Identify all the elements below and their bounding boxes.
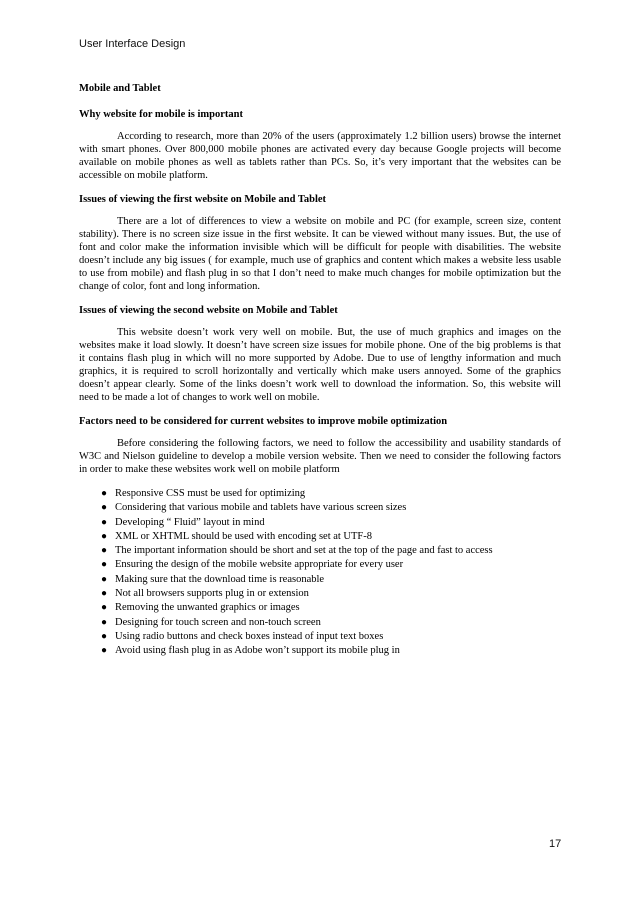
section-factors xyxy=(79,415,561,659)
bullet-icon: ● xyxy=(101,573,108,585)
list-item-text: Not all browsers supports plug in or extension xyxy=(115,588,309,600)
list-item xyxy=(101,530,561,544)
section-paragraph: There are a lot of differences to view a website on mobile and PC (for example, screen size, content stability). There is no screen size issue in the first website. It can be viewed without many issues. But, the use of font and color make the information invisible which will be difficult for people with disabilities. The website doesn’t include any big issues ( for example, much use of graphics and content which makes a website less usable to use from mobile) and flash plug in so that I don’t need to make much changes for mobile optimization but the change of color, font and long information. xyxy=(79,216,561,292)
list-item xyxy=(101,544,561,558)
section-paragraph: According to research, more than 20% of the users (approximately 1.2 billion users) browse the internet with smart phones. Over 800,000 mobile phones are activated every day because Google projects will become available on mobile phones as well as tablets rather than PCs. So, it’s very important that the websites can be accessible on mobile platform. xyxy=(79,131,561,181)
section-why-mobile xyxy=(79,108,561,182)
page-number: 17 xyxy=(549,838,562,850)
bullet-icon: ● xyxy=(101,488,108,499)
list-item xyxy=(101,558,561,572)
list-item-text: Responsive CSS must be used for optimizing xyxy=(115,488,306,499)
section-heading: Issues of viewing the first website on Mobile and Tablet xyxy=(79,194,327,205)
section-heading: Why website for mobile is important xyxy=(79,109,244,120)
bullet-icon: ● xyxy=(101,559,108,571)
section-paragraph: This website doesn’t work very well on mobile. But, the use of much graphics and images on the websites make it load slowly. It doesn’t have screen size issues for mobile phone. One of the big problems is that it contains flash plug in which will no more supported by Adobe. Due to use of lengthy information and much graphics, it is required to scroll horizontally and vertically which make users annoyed. Some of the graphics doesn’t appear clearly. Some of the links doesn’t work well to download the information. So, this website will need to be made a lot of changes to work well on mobile. xyxy=(79,327,561,403)
list-item-text: Using radio buttons and check boxes instead of input text boxes xyxy=(115,630,384,642)
list-item xyxy=(101,487,561,501)
section-paragraph: Before considering the following factors, we need to follow the accessibility and usability standards of W3C and Nielson guideline to develop a mobile version website. Then we need to consider the following factors in order to make these websites work well on mobile platform xyxy=(79,438,561,475)
bullet-icon: ● xyxy=(101,645,108,657)
list-item-text: Designing for touch screen and non-touch screen xyxy=(115,616,321,628)
list-item-text: XML or XHTML should be used with encoding set at UTF-8 xyxy=(115,530,373,542)
list-item xyxy=(101,630,561,644)
list-item-text: Developing “ Fluid” layout in mind xyxy=(115,516,265,528)
document-body xyxy=(79,82,561,659)
bullet-icon: ● xyxy=(101,602,108,614)
bullet-icon: ● xyxy=(101,502,108,514)
running-header: User Interface Design xyxy=(79,38,186,50)
section-second-website xyxy=(79,304,561,404)
factors-list xyxy=(79,487,561,659)
bullet-icon: ● xyxy=(101,545,108,557)
document-title: Mobile and Tablet xyxy=(79,83,161,94)
list-item xyxy=(101,601,561,615)
bullet-icon: ● xyxy=(101,630,108,642)
list-item xyxy=(101,616,561,630)
list-item xyxy=(101,516,561,530)
bullet-icon: ● xyxy=(101,616,108,628)
list-item xyxy=(101,587,561,601)
section-first-website xyxy=(79,193,561,293)
list-item-text: Avoid using flash plug in as Adobe won’t support its mobile plug in xyxy=(115,645,400,657)
list-item xyxy=(101,644,561,658)
list-item xyxy=(101,501,561,515)
list-item-text: The important information should be short and set at the top of the page and fast to access xyxy=(115,545,493,557)
bullet-icon: ● xyxy=(101,516,108,528)
section-heading: Issues of viewing the second website on Mobile and Tablet xyxy=(79,305,338,316)
list-item xyxy=(101,573,561,587)
bullet-icon: ● xyxy=(101,530,108,542)
bullet-icon: ● xyxy=(101,588,108,600)
list-item-text: Considering that various mobile and tablets have various screen sizes xyxy=(115,502,407,514)
section-heading: Factors need to be considered for current websites to improve mobile optimization xyxy=(79,416,448,427)
list-item-text: Removing the unwanted graphics or images xyxy=(115,602,300,614)
list-item-text: Ensuring the design of the mobile website appropriate for every user xyxy=(115,559,404,571)
list-item-text: Making sure that the download time is reasonable xyxy=(115,573,325,585)
